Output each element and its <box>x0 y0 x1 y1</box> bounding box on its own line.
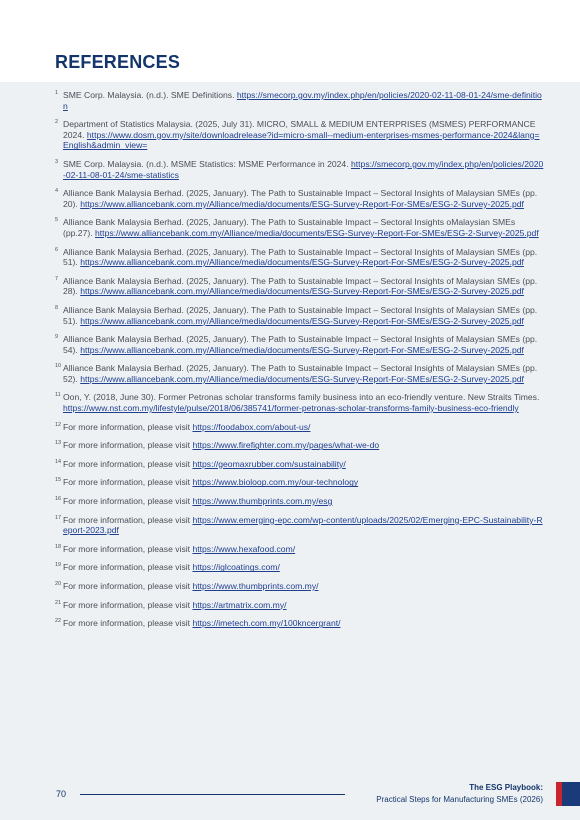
reference-number: 14 <box>55 458 62 465</box>
reference-number: 3 <box>55 158 59 165</box>
reference-item <box>55 562 545 573</box>
reference-link[interactable]: https://artmatrix.com.my/ <box>192 599 287 610</box>
reference-number: 9 <box>55 334 59 341</box>
reference-number: 6 <box>55 246 59 253</box>
reference-item <box>55 119 545 151</box>
reference-number: 20 <box>55 581 62 587</box>
reference-text: For more information, please visit <box>63 581 191 591</box>
reference-link[interactable]: https://www.alliancebank.com.my/Alliance/media/documents/ESG-Survey-Report-For-SMEs/ESG-2-Survey-2025.pdf <box>95 227 539 238</box>
page-header <box>0 0 580 82</box>
reference-number: 12 <box>55 421 62 428</box>
reference-item <box>55 440 545 451</box>
reference-text: Alliance Bank Malaysia Berhad. (2025, January). The Path to Sustainable Impact – Sectoral Insights of Malaysian SMEs (pp. 54). <box>63 334 538 355</box>
reference-link[interactable]: https://www.firefighter.com.my/pages/what-we-do <box>192 440 380 451</box>
reference-text: Department of Statistics Malaysia. (2025, July 31). MICRO, SMALL & MEDIUM ENTERPRISES (MSMES) PERFORMANCE 2024. <box>63 119 536 140</box>
reference-text: For more information, please visit <box>63 543 191 554</box>
reference-link[interactable]: https://www.dosm.gov.my/site/downloadrelease?id=micro-small--medium-enterprises-msmes-performance-2024&lang=English&admin_view= <box>63 129 540 151</box>
references-list <box>55 90 545 637</box>
reference-text: Alliance Bank Malaysia Berhad. (2025, January). The Path to Sustainable Impact – Sectoral Insights of Malaysian SMEs (pp. 20). <box>63 188 538 209</box>
page-number: 70 <box>56 789 67 799</box>
reference-link[interactable]: https://www.alliancebank.com.my/Alliance/media/documents/ESG-Survey-Report-For-SMEs/ESG-2-Survey-2025.pdf <box>80 198 524 209</box>
reference-text: Alliance Bank Malaysia Berhad. (2025, January). The Path to Sustainable Impact – Sectoral Insights of Malaysian SMEs (pp. 51). <box>63 246 538 268</box>
reference-link[interactable]: https://www.alliancebank.com.my/Alliance/media/documents/ESG-Survey-Report-For-SMEs/ESG-2-Survey-2025.pdf <box>80 344 524 355</box>
reference-link[interactable]: https://www.hexafood.com/ <box>192 543 296 554</box>
reference-item <box>55 392 545 413</box>
reference-link[interactable]: https://foodabox.com/about-us/ <box>192 421 311 432</box>
reference-link[interactable]: https://iglcoatings.com/ <box>192 562 280 573</box>
reference-link[interactable]: https://www.nst.com.my/lifestyle/pulse/2018/06/385741/former-petronas-scholar-transforms-family-business-eco-friendly <box>63 403 519 414</box>
reference-number: 1 <box>55 90 59 96</box>
reference-number: 4 <box>55 188 59 195</box>
reference-link[interactable]: https://geomaxrubber.com/sustainability/ <box>192 458 346 469</box>
reference-number: 2 <box>55 119 59 126</box>
reference-item <box>55 217 545 238</box>
reference-item <box>55 477 545 488</box>
reference-text: For more information, please visit <box>63 618 191 629</box>
reference-number: 5 <box>55 217 59 224</box>
reference-number: 13 <box>55 440 62 447</box>
reference-link[interactable]: https://www.thumbprints.com.my/esg <box>192 496 333 507</box>
reference-link[interactable]: https://www.alliancebank.com.my/Alliance/media/documents/ESG-Survey-Report-For-SMEs/ESG-2-Survey-2025.pdf <box>80 257 524 268</box>
reference-link[interactable]: https://www.thumbprints.com.my/ <box>192 581 319 591</box>
reference-text: For more information, please visit <box>63 514 191 525</box>
reference-text: For more information, please visit <box>63 599 191 610</box>
reference-item <box>55 618 545 629</box>
reference-item <box>55 363 545 384</box>
reference-item <box>55 188 545 209</box>
reference-link[interactable]: https://smecorp.gov.my/index.php/en/policies/2020-02-11-08-01-24/sme-definition <box>63 90 542 111</box>
reference-number: 8 <box>55 304 59 311</box>
reference-link[interactable]: https://www.bioloop.com.my/our-technology <box>192 477 359 488</box>
reference-item <box>55 515 545 536</box>
reference-number: 17 <box>55 514 62 521</box>
reference-item <box>55 581 545 592</box>
footer-divider <box>80 794 345 795</box>
reference-number: 11 <box>55 392 61 399</box>
reference-link[interactable]: https://www.alliancebank.com.my/Alliance/media/documents/ESG-Survey-Report-For-SMEs/ESG-2-Survey-2025.pdf <box>80 315 524 326</box>
reference-item <box>55 305 545 326</box>
reference-text: Oon, Y. (2018, June 30). Former Petronas scholar transforms family business into an eco-friendly venture. New Straits Times. <box>63 392 540 403</box>
reference-number: 16 <box>55 496 62 503</box>
footer-book-title: The ESG Playbook: <box>469 783 543 792</box>
reference-text: Alliance Bank Malaysia Berhad. (2025, January). The Path to Sustainable Impact – Sectoral Insights of Malaysian SMEs (pp. 52). <box>63 363 538 384</box>
page-title: REFERENCES <box>55 52 181 72</box>
reference-number: 21 <box>55 599 62 606</box>
reference-item <box>55 496 545 507</box>
reference-number: 10 <box>55 363 62 370</box>
reference-text: For more information, please visit <box>63 440 191 451</box>
reference-item <box>55 544 545 555</box>
reference-link[interactable]: https://www.emerging-epc.com/wp-content/uploads/2025/02/Emerging-EPC-Sustainability-Report-2023.pdf <box>63 514 543 536</box>
reference-text: Alliance Bank Malaysia Berhad. (2025, January). The Path to Sustainable Impact – Sectoral Insights of Malaysian SMEs (pp. 28). <box>63 275 538 297</box>
reference-item <box>55 334 545 355</box>
reference-item <box>55 600 545 611</box>
reference-link[interactable]: https://www.alliancebank.com.my/Alliance/media/documents/ESG-Survey-Report-For-SMEs/ESG-2-Survey-2025.pdf <box>80 286 524 297</box>
reference-number: 7 <box>55 275 59 282</box>
reference-item <box>55 159 545 180</box>
reference-item <box>55 422 545 433</box>
reference-item <box>55 459 545 470</box>
reference-text: For more information, please visit <box>63 562 191 573</box>
reference-text: Alliance Bank Malaysia Berhad. (2025, January). The Path to Sustainable Impact – Sectoral Insights of Malaysian SMEs (pp. 51). <box>63 304 538 326</box>
reference-text: For more information, please visit <box>63 458 191 469</box>
reference-text: SME Corp. Malaysia. (n.d.). SME Definitions. <box>63 90 235 100</box>
reference-number: 19 <box>55 562 62 569</box>
reference-text: For more information, please visit <box>63 496 191 507</box>
reference-text: For more information, please visit <box>63 477 191 488</box>
reference-item <box>55 247 545 268</box>
reference-text: SME Corp. Malaysia. (n.d.). MSME Statistics: MSME Performance in 2024. <box>63 158 349 169</box>
reference-number: 22 <box>55 618 62 625</box>
reference-link[interactable]: https://www.alliancebank.com.my/Alliance/media/documents/ESG-Survey-Report-For-SMEs/ESG-2-Survey-2025.pdf <box>80 373 524 384</box>
reference-link[interactable]: https://smecorp.gov.my/index.php/en/policies/2020-02-11-08-01-24/sme-statistics <box>63 158 544 180</box>
footer-book-subtitle: Practical Steps for Manufacturing SMEs (2026) <box>376 795 543 804</box>
reference-link[interactable]: https://imetech.com.my/100kncergrant/ <box>192 618 341 629</box>
reference-text: Alliance Bank Malaysia Berhad. (2025, January). The Path to Sustainable Impact – Sectoral Insights oMalaysian SMEs (pp.27). <box>63 217 516 238</box>
reference-number: 15 <box>55 477 62 484</box>
footer-color-block <box>556 782 580 806</box>
reference-text: For more information, please visit <box>63 421 191 432</box>
reference-number: 18 <box>55 543 62 550</box>
reference-item <box>55 90 545 111</box>
reference-item <box>55 276 545 297</box>
